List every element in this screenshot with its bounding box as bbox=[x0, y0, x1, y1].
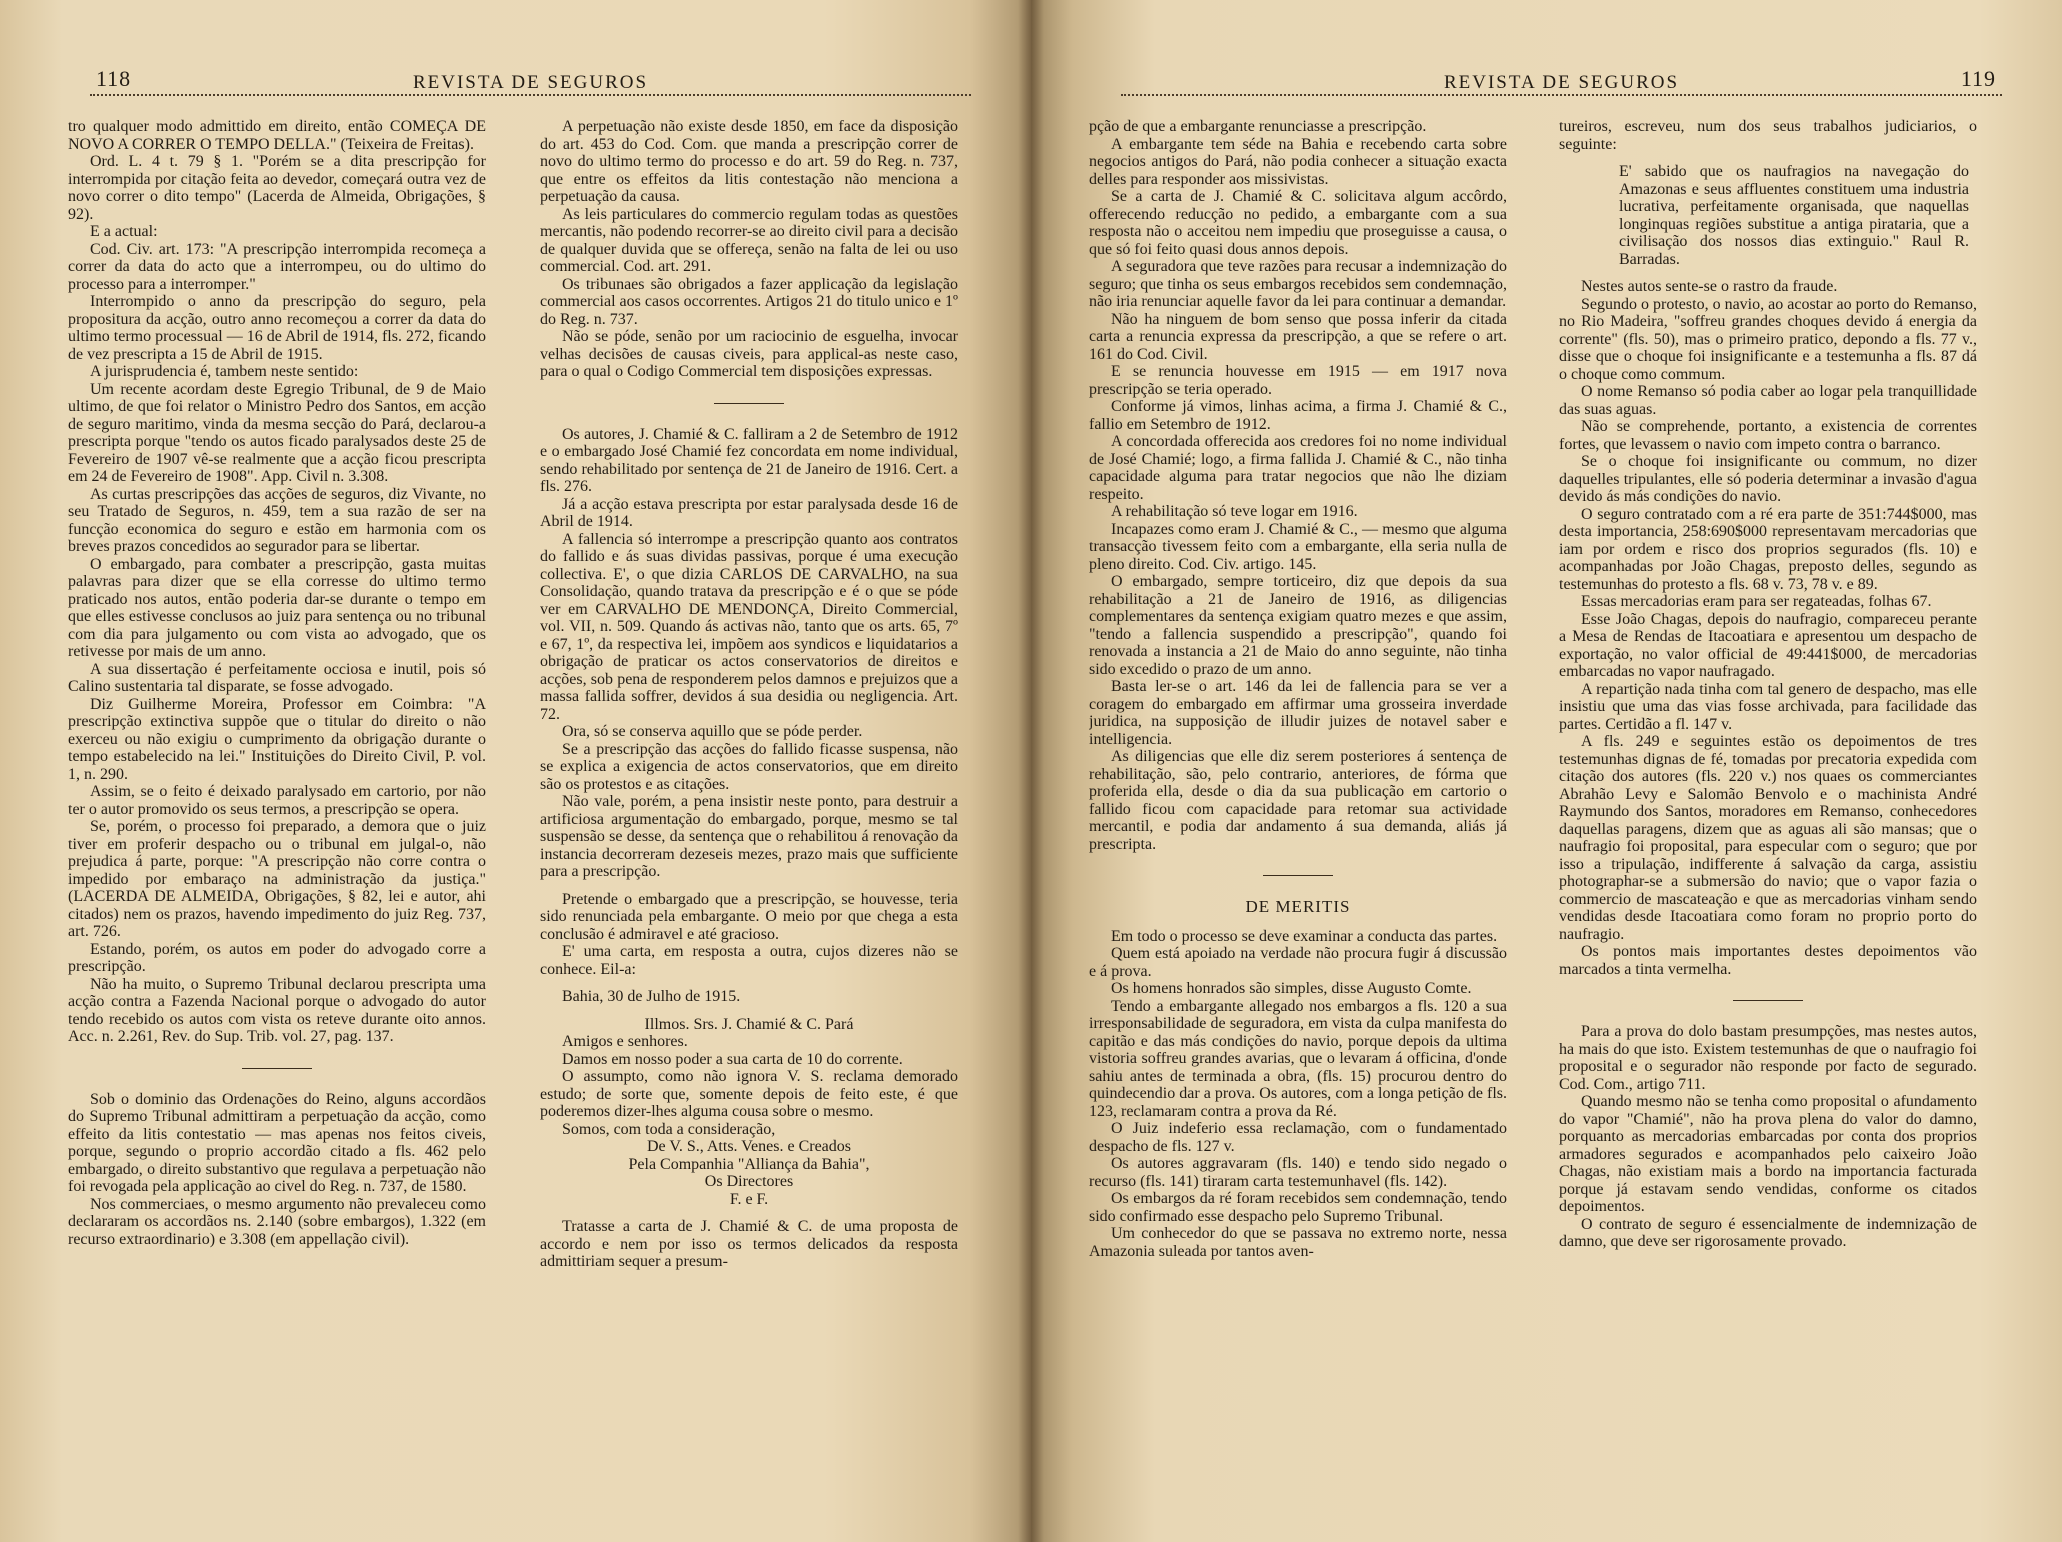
paragraph: Incapazes como eram J. Chamié & C., — mesmo que alguma transacção tivessem feito com a embargante, ella seria nulla de pleno direito. Cod. Civ. artigo. 145. bbox=[1089, 520, 1507, 573]
paragraph: Basta ler-se o art. 146 da lei de fallencia para se ver a coragem do embargado em affirmar uma grosseira inverdade juridica, na supposição de illudir juizes de notavel saber e intelligencia. bbox=[1089, 678, 1507, 748]
letter-salutation: Amigos e senhores. bbox=[562, 1033, 688, 1050]
paragraph: tureiros, escreveu, num dos seus trabalhos judiciarios, o seguinte: bbox=[1559, 118, 1977, 153]
spacer bbox=[540, 1208, 958, 1218]
paragraph: Conforme já vimos, linhas acima, a firma J. Chamié & C., fallio em Setembro de 1912. bbox=[1089, 398, 1507, 433]
paragraph: tro qualquer modo admittido em direito, então COMEÇA DE NOVO A CORRER O TEMPO DELLA." (Teixeira de Freitas). bbox=[68, 118, 486, 153]
paragraph: Estando, porém, os autos em poder do advogado corre a prescripção. bbox=[68, 940, 486, 975]
right-page-number: 119 bbox=[1960, 66, 1996, 91]
paragraph: Esse João Chagas, depois do naufragio, compareceu perante a Mesa de Rendas de Itacoatiara e apresentou um despacho de exportação, no valor official de 49:441$000, de mercadorias embarcadas no vapor naufragado. bbox=[1559, 610, 1977, 680]
paragraph: Já a acção estava prescripta por estar paralysada desde 16 de Abril de 1914. bbox=[540, 495, 958, 530]
paragraph: Um recente acordam deste Egregio Tribunal, de 9 de Maio ultimo, de que foi relator o Ministro Pedro dos Santos, em acção de seguro maritimo, vinda da mesma secção do Pará, declarou-a prescripta porque "tendo os autos ficado paralysados deste 25 de Fevereiro de 1907 vê-se realmente que a acção ficou prescripta em 24 de Fevereiro de 1908". App. Civil n. 3.308. bbox=[68, 380, 486, 485]
paragraph: Se o choque foi insignificante ou commum, no dizer daquelles tripulantes, elle só poderia determinar a invasão d'agua devido ás más condições do navio. bbox=[1559, 453, 1977, 505]
right-column-1 bbox=[1089, 118, 1507, 1518]
paragraph: O embargado, sempre torticeiro, diz que depois da sua rehabilitação a 21 de Janeiro de 1916, as diligencias complementares da sentença exigiam quatro mezes e que assim, "tendo a fallencia suspendido a prescripção", quando foi renovada a instancia a 21 de Maio do anno seguinte, não tinha sido excedido o prazo de um anno. bbox=[1089, 573, 1507, 678]
paragraph: Sob o dominio das Ordenações do Reino, alguns accordãos do Supremo Tribunal admittiram a perpetuação da acção, como effeito da litis contestatio — mas apenas nos feitos civeis, porque, segundo o proprio accordão citado a fls. 462 pelo embargado, o direito substantivo que regulava a perpetuação não foi revogada pela applicação ao civel do Reg. n. 737, de 1580. bbox=[68, 1090, 486, 1195]
paragraph: Os pontos mais importantes destes depoimentos vão marcados a tinta vermelha. bbox=[1559, 943, 1977, 978]
paragraph: Os embargos da ré foram recebidos sem condemnação, tendo sido confirmado esse despacho pelo Supremo Tribunal. bbox=[1089, 1190, 1507, 1225]
paragraph: E' uma carta, em resposta a outra, cujos dizeres não se conhece. Eil-a: bbox=[540, 943, 958, 978]
paragraph: Não ha muito, o Supremo Tribunal declarou prescripta uma acção contra a Fazenda Nacional porque o advogado do autor tendo recebido os autos com vista os reteve durante oito annos. Acc. n. 2.261, Rev. do Sup. Trib. vol. 27, pag. 137. bbox=[68, 975, 486, 1045]
letter-signature: Os Directores bbox=[704, 1173, 794, 1190]
spacer bbox=[540, 978, 958, 988]
paragraph: As diligencias que elle diz serem posteriores á sentença de rehabilitação, são, pelo contrario, anteriores, de fórma que proferida ella, desde o dia da sua publicação em cartorio o fallido ficou com capacidade para retomar sua actividade mercantil, e podia dar andamento á sua demanda, aliás já prescripta. bbox=[1089, 748, 1507, 853]
letter-body: O assumpto, como não ignora V. S. reclama demorado estudo; de sorte que, somente depois de feito este, é que poderemos dizer-lhes alguma cousa sobre o mesmo. bbox=[540, 1068, 958, 1120]
left-running-title: REVISTA DE SEGUROS bbox=[412, 72, 649, 93]
paragraph: O nome Remanso só podia caber ao logar pela tranquillidade das suas aguas. bbox=[1559, 383, 1977, 418]
paragraph: Os homens honrados são simples, disse Augusto Comte. bbox=[1111, 980, 1472, 997]
paragraph: Se a carta de J. Chamié & C. solicitava algum accôrdo, offerecendo reducção no pedido, a embargante com a sua resposta não o acceitou nem impediu que proseguisse a causa, o que só foi feito quasi dous annos depois. bbox=[1089, 188, 1507, 258]
paragraph: Não se comprehende, portanto, a existencia de correntes fortes, que levassem o navio com impeto contra o barranco. bbox=[1559, 418, 1977, 453]
paragraph: O contrato de seguro é essencialmente de indemnização de damno, que deve ser rigorosamente provado. bbox=[1559, 1215, 1977, 1250]
paragraph: Os tribunaes são obrigados a fazer applicação da legislação commercial aos casos occorrentes. Artigos 21 do titulo unico e 1º do Reg. n. 737. bbox=[540, 275, 958, 328]
spacer bbox=[540, 881, 958, 891]
letter-closing: Somos, com toda a consideração, bbox=[562, 1120, 776, 1138]
right-page bbox=[1031, 0, 2062, 1542]
paragraph: A rehabilitação só teve logar em 1916. bbox=[1111, 503, 1358, 520]
paragraph: Para a prova do dolo bastam presumpções, mas nestes autos, ha mais do que isto. Existem testemunhas de que o naufragio foi proposital e o segurador não responde por facto de segurado. Cod. Com., artigo 711. bbox=[1559, 1023, 1977, 1093]
paragraph: A sua dissertação é perfeitamente occiosa e inutil, pois só Calino sustentaria tal disparate, se fosse advogado. bbox=[68, 660, 486, 695]
paragraph: A repartição nada tinha com tal genero de despacho, mas elle insistiu que uma das vias fosse archivada, para facilidade das partes. Certidão a fl. 147 v. bbox=[1559, 680, 1977, 733]
section-heading: DE MERITIS bbox=[1245, 897, 1351, 916]
section-separator bbox=[242, 1068, 312, 1069]
block-quote: E' sabido que os naufragios na navegação do Amazonas e seus affluentes constituem uma industria lucrativa, perfeitamente organisada, que naquellas longinquas regiões substitue a antiga pirataria, que a civilisação dos nossos dias extinguio." Raul R. Barradas. bbox=[1619, 163, 1969, 268]
paragraph: A fallencia só interrompe a prescripção quanto aos contratos do fallido e ás suas dividas passivas, porque é uma execução collectiva. E', o que dizia CARLOS DE CARVALHO, na sua Consolidação, quando tratava da prescripção e é o que se póde ver em CARVALHO DE MENDONÇA, Direito Commercial, vol. VII, n. 509. Quando ás activas não, tanto que os arts. 65, 7º e 67, 1º, da respectiva lei, impõem aos syndicos e liquidatarios a obrigação de praticar os actos conservatorios de direitos e acções, sob pena de responderem pelos damnos e prejuizos que a massa fallida soffrer, devidos á sua desidia ou negligencia. Art. 72. bbox=[540, 530, 958, 723]
paragraph: O embargado, para combater a prescripção, gasta muitas palavras para dizer que se ella corresse do ultimo termo praticado nos autos, então poderia dar-se durante o tempo em que elles estivesse conclusos ao juiz para sentença ou no tribunal com dia para julgamento ou com vista ao advogado, que os retivesse por mais de um anno. bbox=[68, 555, 486, 660]
letter-signature: De V. S., Atts. Venes. e Creados bbox=[647, 1138, 851, 1155]
paragraph: Ord. L. 4 t. 79 § 1. "Porém se a dita prescripção for interrompida por citação feita ao devedor, começará outra vez de novo correr o dito tempo" (Lacerda de Almeida, Obrigações, § 92). bbox=[68, 153, 486, 223]
letter-signature: Pela Companhia "Alliança da Bahia", bbox=[628, 1155, 870, 1173]
paragraph: E a actual: bbox=[90, 223, 158, 240]
letter-body: Damos em nosso poder a sua carta de 10 do corrente. bbox=[562, 1050, 903, 1068]
paragraph: Pretende o embargado que a prescripção, se houvesse, teria sido renunciada pela embargante. O meio por que chega a esta conclusão é admiravel e até gracioso. bbox=[540, 890, 958, 943]
paragraph: Interrompido o anno da prescripção do seguro, pela propositura da acção, outro anno recomeçou a correr da data do ultimo termo processual — 16 de Abril de 1914, fls. 272, ficando de vez prescripta a 15 de Abril de 1915. bbox=[68, 293, 486, 363]
paragraph: A seguradora que teve razões para recusar a indemnização do seguro; que tinha os seus embargos recebidos sem condemnação, não iria renunciar aquelle favor da lei para continuar a demandar. bbox=[1089, 258, 1507, 310]
letter-addressee: Illmos. Srs. J. Chamié & C. Pará bbox=[644, 1015, 854, 1033]
section-separator bbox=[1263, 875, 1333, 876]
paragraph: A concordada offerecida aos credores foi no nome individual de José Chamié; logo, a firma fallida J. Chamié & C., não tinha capacidade alguma para tratar negocios que não lhe diziam respeito. bbox=[1089, 433, 1507, 503]
paragraph: Quando mesmo não se tenha como proposital o afundamento do vapor "Chamié", não ha prova plena do valor do damno, porquanto as mercadorias embarcadas por conta dos proprios armadores segurados e acompanhados pelo caixeiro João Chagas, não existiam mais a bordo na importancia facturada porque já estavam sendo vendidas, conforme os citados depoimentos. bbox=[1559, 1093, 1977, 1215]
left-column-1 bbox=[68, 118, 486, 1518]
section-separator bbox=[714, 403, 784, 404]
paragraph: As leis particulares do commercio regulam todas as questões mercantis, não podendo recorrer-se ao direito civil para a decisão de qualquer duvida que se offereça, senão na falta de lei ou uso commercial. Cod. art. 291. bbox=[540, 205, 958, 275]
right-running-title: REVISTA DE SEGUROS bbox=[1443, 72, 1680, 93]
letter-signature: F. e F. bbox=[729, 1190, 769, 1208]
letter-date: Bahia, 30 de Julho de 1915. bbox=[562, 988, 741, 1005]
paragraph: Nos commerciaes, o mesmo argumento não prevaleceu como declararam os accordãos ns. 2.140 (sobre embargos), 1.322 (em recurso extraordinario) e 3.308 (em appellação civil). bbox=[68, 1195, 486, 1248]
paragraph: Cod. Civ. art. 173: "A prescripção interrompida recomeça a correr da data do acto que a interrompeu, ou do ultimo do processo para a interromper." bbox=[68, 240, 486, 293]
right-page-header bbox=[1121, 66, 2002, 102]
paragraph: Os autores, J. Chamié & C. falliram a 2 de Setembro de 1912 e o embargado José Chamié fez concordata em nome individual, sendo rehabilitado por sentença de 21 de Janeiro de 1916. Cert. a fls. 276. bbox=[540, 425, 958, 495]
paragraph: pção de que a embargante renunciasse a prescripção. bbox=[1089, 118, 1427, 135]
paragraph: A perpetuação não existe desde 1850, em face da disposição do art. 453 do Cod. Com. que manda a prescripção correr de novo do ultimo termo do processo e do art. 59 do Reg. n. 737, que entre os effeitos da litis contestação não menciona a perpetuação da causa. bbox=[540, 118, 958, 205]
section-separator bbox=[1733, 1000, 1803, 1001]
paragraph: Se a prescripção das acções do fallido ficasse suspensa, não se explica a exigencia de actos conservatorios, que em direito são os protestos e as citações. bbox=[540, 740, 958, 793]
paragraph: Quem está apoiado na verdade não procura fugir á discussão e á prova. bbox=[1089, 945, 1507, 980]
paragraph: Diz Guilherme Moreira, Professor em Coimbra: "A prescripção extinctiva suppõe que o titular do direito o não exerceu ou não exigiu o cumprimento da obrigação durante o tempo estabelecido na lei." Instituições do Direito Civil, P. vol. 1, n. 290. bbox=[68, 695, 486, 783]
paragraph: O seguro contratado com a ré era parte de 351:744$000, mas desta importancia, 258:690$000 representavam mercadorias que iam por ordem e risco dos proprios segurados (fls. 10) e acompanhadas por João Chagas, preposto delles, segundo as testemunhas do protesto a fls. 68 v. 73, 78 v. e 89. bbox=[1559, 505, 1977, 593]
paragraph: Em todo o processo se deve examinar a conducta das partes. bbox=[1111, 927, 1498, 945]
paragraph: Um conhecedor do que se passava no extremo norte, nessa Amazonia suleada por tantos aven- bbox=[1089, 1225, 1507, 1260]
right-column-2 bbox=[1559, 118, 1977, 1518]
paragraph: Se, porém, o processo foi preparado, a demora que o juiz tiver em proferir despacho ou o tribunal em julgal-o, não prejudica á parte, porque: "A prescripção não corre contra o impedido por embaraço na administração da justiça." (LACERDA DE ALMEIDA, Obrigações, § 82, lei e autor, ahi citados) nem os prazos, havendo impedimento do juiz Reg. 737, art. 726. bbox=[68, 818, 486, 940]
paragraph: Nestes autos sente-se o rastro da fraude. bbox=[1581, 278, 1838, 295]
paragraph: A embargante tem séde na Bahia e recebendo carta sobre negocios antigos do Pará, não podia conhecer a situação exacta delles para responder aos missivistas. bbox=[1089, 135, 1507, 188]
paragraph: E se renuncia houvesse em 1915 — em 1917 nova prescripção se teria operado. bbox=[1089, 363, 1507, 398]
paragraph: As curtas prescripções das acções de seguros, diz Vivante, no seu Tratado de Seguros, n. 459, tem a sua razão de ser na funcção economica do seguro e estão em harmonia com os breves prazos concedidos ao segurador para se libertar. bbox=[68, 485, 486, 555]
left-page-header bbox=[90, 66, 971, 102]
spacer bbox=[1559, 153, 1977, 163]
paragraph: Não vale, porém, a pena insistir neste ponto, para destruir a artificiosa argumentação do embargado, porque, mesmo se tal suspensão se desse, da sentença que o rehabilitou á renovação da instancia decorreram dezeseis mezes, prazo mais que sufficiente para a prescripção. bbox=[540, 793, 958, 880]
paragraph: A jurisprudencia é, tambem neste sentido: bbox=[90, 363, 359, 380]
left-page-number: 118 bbox=[96, 66, 132, 91]
paragraph: Tendo a embargante allegado nos embargos a fls. 120 a sua irresponsabilidade de seguradora, em vista da culpa manifesta do capitão e das más condições do navio, porque depois da ultima vistoria soffreu grandes avarias, que o levaram á officina, d'onde sahiu antes de terminada a obra, (fls. 15) procurou dentro do quindecendio dar a prova. Os autores, com a longa petição de fls. 123, reclamaram contra a prova da Ré. bbox=[1089, 997, 1507, 1120]
paragraph: Não se póde, senão por um raciocinio de esguelha, invocar velhas decisões de causas civeis, para applical-as neste caso, para o qual o Codigo Commercial tem disposições expressas. bbox=[540, 328, 958, 380]
paragraph: Segundo o protesto, o navio, ao acostar ao porto do Remanso, no Rio Madeira, "soffreu grandes choques devido á energia da corrente" (fls. 50), mas o primeiro pratico, depondo a fls. 77 v., disse que o choque foi insignificante e a testemunha a fls. 87 dá o choque como commum. bbox=[1559, 295, 1977, 383]
paragraph: Ora, só se conserva aquillo que se póde perder. bbox=[562, 723, 863, 740]
paragraph: A fls. 249 e seguintes estão os depoimentos de tres testemunhas dignas de fé, tomadas por precatoria expedida com citação dos autores (fls. 220 v.) nos quaes os commerciantes Abrahão Levy e Salomão Benvolo e o machinista André Raymundo dos Santos, moradores em Remanso, conhecedores daquellas paragens, dizem que as aguas ali são mansas; que o naufragio foi proposital, para especular com o seguro; que por isso a tripulação, indifferente á salvação da carga, assistiu photographar-se a submersão do navio; que o vapor fazia o commercio de mascateação e que as mercadorias vinham sendo vendidas desde Itacoatiara como foram no proprio porto do naufragio. bbox=[1559, 733, 1977, 943]
paragraph: Tratasse a carta de J. Chamié & C. de uma proposta de accordo e nem por isso os termos delicados da resposta admittiriam sequer a presum- bbox=[540, 1218, 958, 1270]
book-gutter bbox=[1018, 0, 1044, 1542]
header-rule bbox=[1121, 94, 2002, 96]
spacer bbox=[540, 1006, 958, 1016]
header-rule bbox=[90, 94, 971, 96]
paragraph: Essas mercadorias eram para ser regateadas, folhas 67. bbox=[1581, 593, 1932, 610]
paragraph: Assim, se o feito é deixado paralysado em cartorio, por não ter o autor promovido os seus termos, a prescripção se opera. bbox=[68, 783, 486, 818]
paragraph: Não ha ninguem de bom senso que possa inferir da citada carta a renuncia expressa da prescripção, a que se refere o art. 161 do Cod. Civil. bbox=[1089, 310, 1507, 363]
paragraph: O Juiz indeferio essa reclamação, com o fundamentado despacho de fls. 127 v. bbox=[1089, 1120, 1507, 1155]
paragraph: Os autores aggravaram (fls. 140) e tendo sido negado o recurso (fls. 141) tiraram carta testemunhavel (fls. 142). bbox=[1089, 1155, 1507, 1190]
spacer bbox=[1559, 268, 1977, 278]
left-column-2 bbox=[540, 118, 958, 1518]
